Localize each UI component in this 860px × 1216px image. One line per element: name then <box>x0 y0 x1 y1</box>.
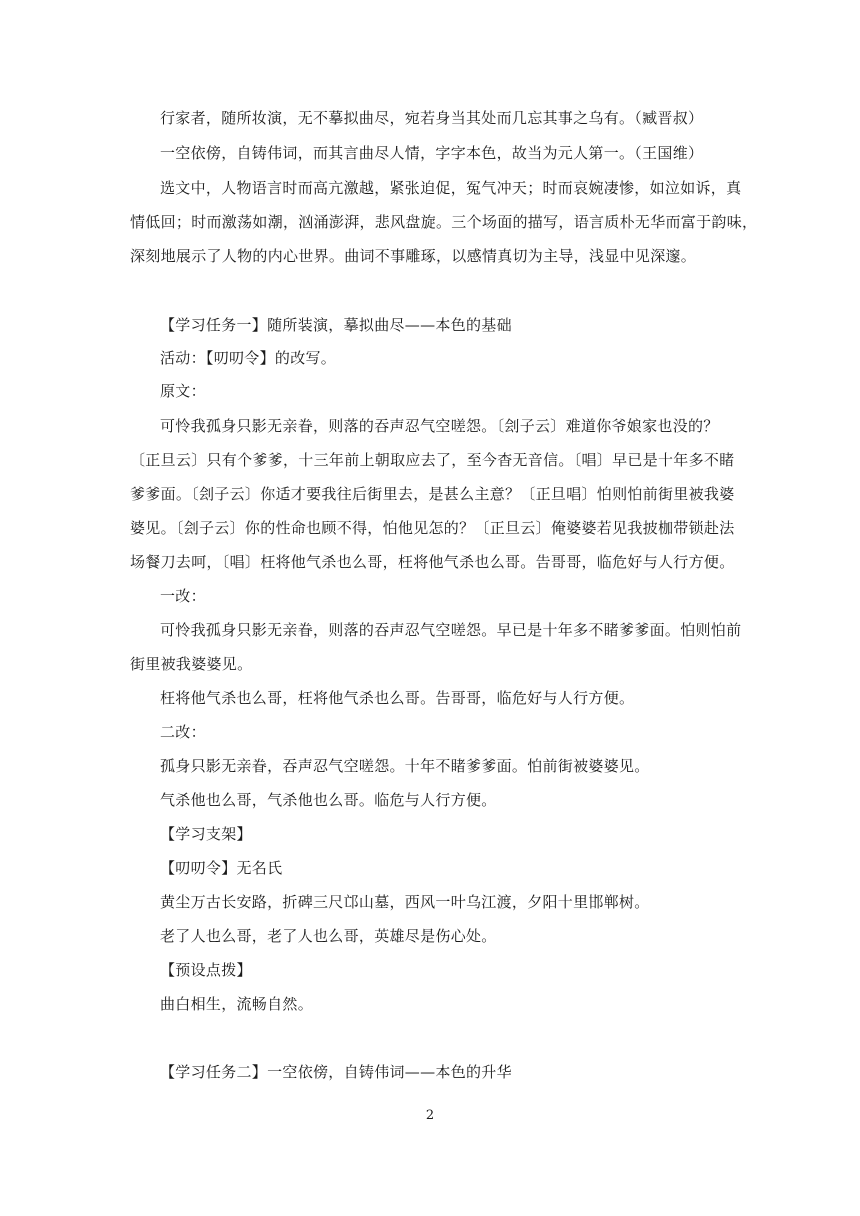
page-number: 2 <box>425 1108 435 1123</box>
revision1-label: 一改： <box>160 587 206 605</box>
quote-zang: 行家者，随所妆演，无不摹拟曲尽，宛若身当其处而几忘其事之乌有。（臧晋叔） <box>160 109 704 127</box>
revision2-label: 二改： <box>160 723 206 741</box>
original-line: 场餐刀去呵，〔唱〕枉将他气杀也么哥，枉将他气杀也么哥。告哥哥，临危好与人行方便。 <box>130 553 735 571</box>
scaffold-line: 黄尘万古长安路，折碑三尺邙山墓，西风一叶乌江渡，夕阳十里邯郸树。 <box>160 893 650 911</box>
original-line: 可怜我孤身只影无亲眷，则落的吞声忍气空嗟怨。〔刽子云〕难道你爷娘家也没的？ <box>160 417 719 435</box>
original-line: 爹爹面。〔刽子云〕你适才要我往后街里去，是甚么主意？〔正旦唱〕怕则怕前街里被我婆 <box>130 485 735 503</box>
revision1-line: 街里被我婆婆见。 <box>130 655 253 673</box>
task1-activity: 活动：【叨叨令】的改写。 <box>160 349 337 367</box>
analysis-line: 选文中，人物语言时而高亢激越，紧张迫促，冤气冲天；时而哀婉凄惨，如泣如诉，真 <box>160 179 742 197</box>
quote-wang: 一空依傍，自铸伟词，而其言曲尽人情，字字本色，故当为元人第一。（王国维） <box>160 144 704 162</box>
revision1-line: 枉将他气杀也么哥，枉将他气杀也么哥。告哥哥，临危好与人行方便。 <box>160 689 635 707</box>
revision1-line: 可怜我孤身只影无亲眷，则落的吞声忍气空嗟怨。早已是十年多不睹爹爹面。怕则怕前 <box>160 621 742 639</box>
original-line: 〔正旦云〕只有个爹爹，十三年前上朝取应去了，至今杳无音信。〔唱〕早已是十年多不睹 <box>130 451 735 469</box>
hint-label: 【预设点拨】 <box>160 961 252 979</box>
hint-text: 曲白相生，流畅自然。 <box>160 995 314 1013</box>
analysis-line: 深刻地展示了人物的内心世界。曲词不事雕琢，以感情真切为主导，浅显中见深邃。 <box>130 247 697 265</box>
revision2-line: 气杀他也么哥，气杀他也么哥。临危与人行方便。 <box>160 791 497 809</box>
original-line: 婆见。〔刽子云〕你的性命也顾不得，怕他见怎的？〔正旦云〕俺婆婆若见我披枷带锁赴法 <box>130 519 735 537</box>
scaffold-label: 【学习支架】 <box>160 825 252 843</box>
analysis-line: 情低回；时而激荡如潮，汹涌澎湃，悲风盘旋。三个场面的描写，语言质朴无华而富于韵味， <box>130 213 758 231</box>
task2-heading: 【学习任务二】一空依傍，自铸伟词——本色的升华 <box>160 1063 512 1081</box>
task1-heading: 【学习任务一】随所装演，摹拟曲尽——本色的基础 <box>160 316 512 334</box>
scaffold-title: 【叨叨令】无名氏 <box>160 859 283 877</box>
revision2-line: 孤身只影无亲眷，吞声忍气空嗟怨。十年不睹爹爹面。怕前街被婆婆见。 <box>160 757 650 775</box>
scaffold-line: 老了人也么哥，老了人也么哥，英雄尽是伤心处。 <box>160 927 497 945</box>
original-label: 原文： <box>160 382 206 400</box>
